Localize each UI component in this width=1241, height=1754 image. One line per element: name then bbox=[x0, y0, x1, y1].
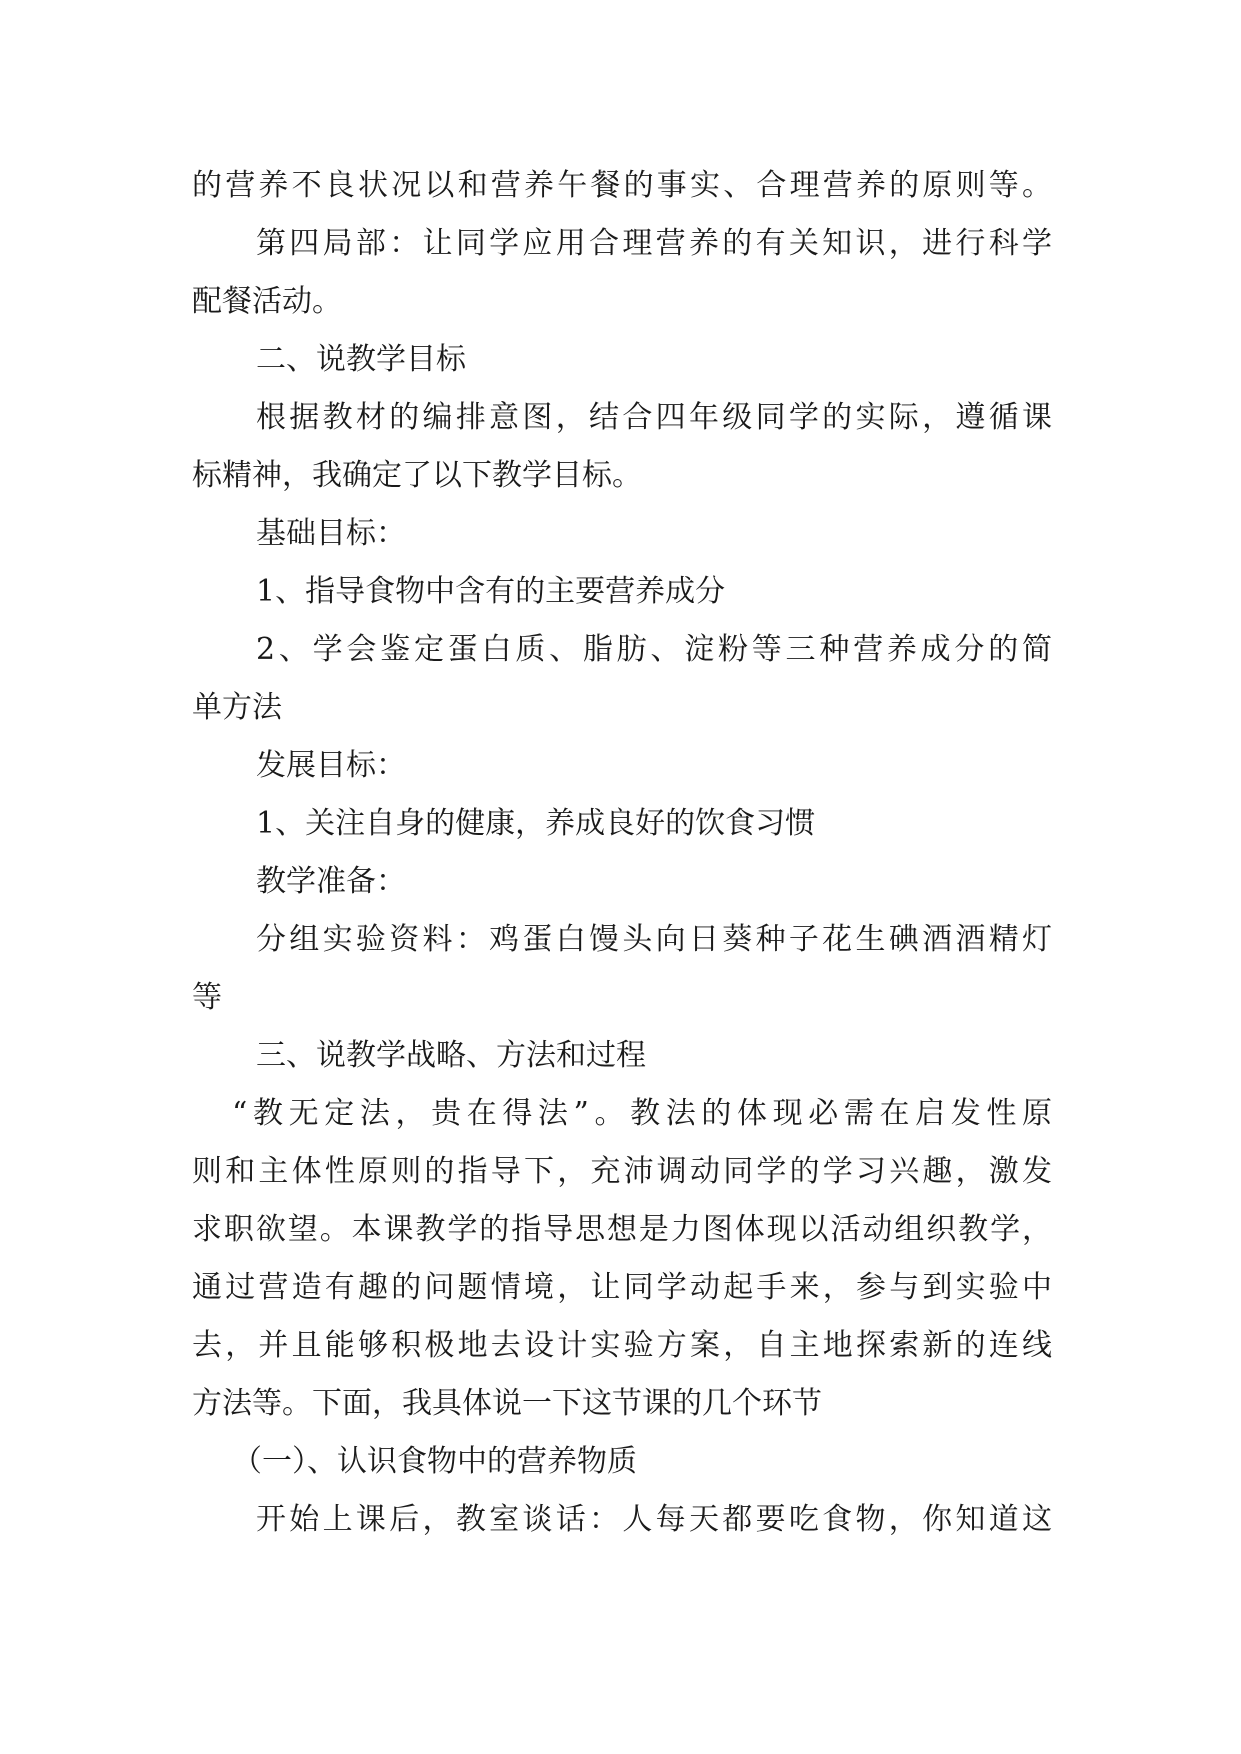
text-line: 标精神，我确定了以下教学目标。 bbox=[192, 458, 642, 493]
text-line: 通过营造有趣的问题情境，让同学动起手来，参与到实验中 bbox=[192, 1270, 1052, 1305]
list-item: 1、关注自身的健康，养成良好的饮食习惯 bbox=[256, 806, 816, 841]
list-item: 1、指导食物中含有的主要营养成分 bbox=[256, 574, 726, 609]
text-line: 的营养不良状况以和营养午餐的事实、合理营养的原则等。 bbox=[192, 168, 1052, 203]
section-heading: 二、说教学目标 bbox=[256, 342, 466, 377]
subheading: 发展目标： bbox=[256, 748, 406, 783]
text-line: 第四局部：让同学应用合理营养的有关知识，进行科学 bbox=[256, 226, 1052, 261]
document-body bbox=[192, 157, 1052, 1549]
subheading: 教学准备： bbox=[256, 864, 406, 899]
text-line: 单方法 bbox=[192, 690, 282, 725]
subheading: 基础目标： bbox=[256, 516, 406, 551]
subsection-heading: （一）、认识食物中的营养物质 bbox=[232, 1444, 637, 1479]
text-line: 求职欲望。本课教学的指导思想是力图体现以活动组织教学， bbox=[192, 1212, 1052, 1247]
text-line: “教无定法，贵在得法”。教法的体现必需在启发性原 bbox=[232, 1096, 1052, 1131]
text-line: 根据教材的编排意图，结合四年级同学的实际，遵循课 bbox=[256, 400, 1052, 435]
text-line: 开始上课后，教室谈话：人每天都要吃食物，你知道这 bbox=[256, 1502, 1052, 1537]
text-line: 等 bbox=[192, 980, 222, 1015]
section-heading: 三、说教学战略、方法和过程 bbox=[256, 1038, 646, 1073]
list-item: 2、学会鉴定蛋白质、脂肪、淀粉等三种营养成分的简 bbox=[256, 632, 1052, 667]
text-line: 分组实验资料：鸡蛋白馒头向日葵种子花生碘酒酒精灯 bbox=[256, 922, 1052, 957]
text-line: 配餐活动。 bbox=[192, 284, 342, 319]
text-line: 方法等。下面，我具体说一下这节课的几个环节 bbox=[192, 1386, 822, 1421]
text-line: 去，并且能够积极地去设计实验方案，自主地探索新的连线 bbox=[192, 1328, 1052, 1363]
text-line: 则和主体性原则的指导下，充沛调动同学的学习兴趣，激发 bbox=[192, 1154, 1052, 1189]
